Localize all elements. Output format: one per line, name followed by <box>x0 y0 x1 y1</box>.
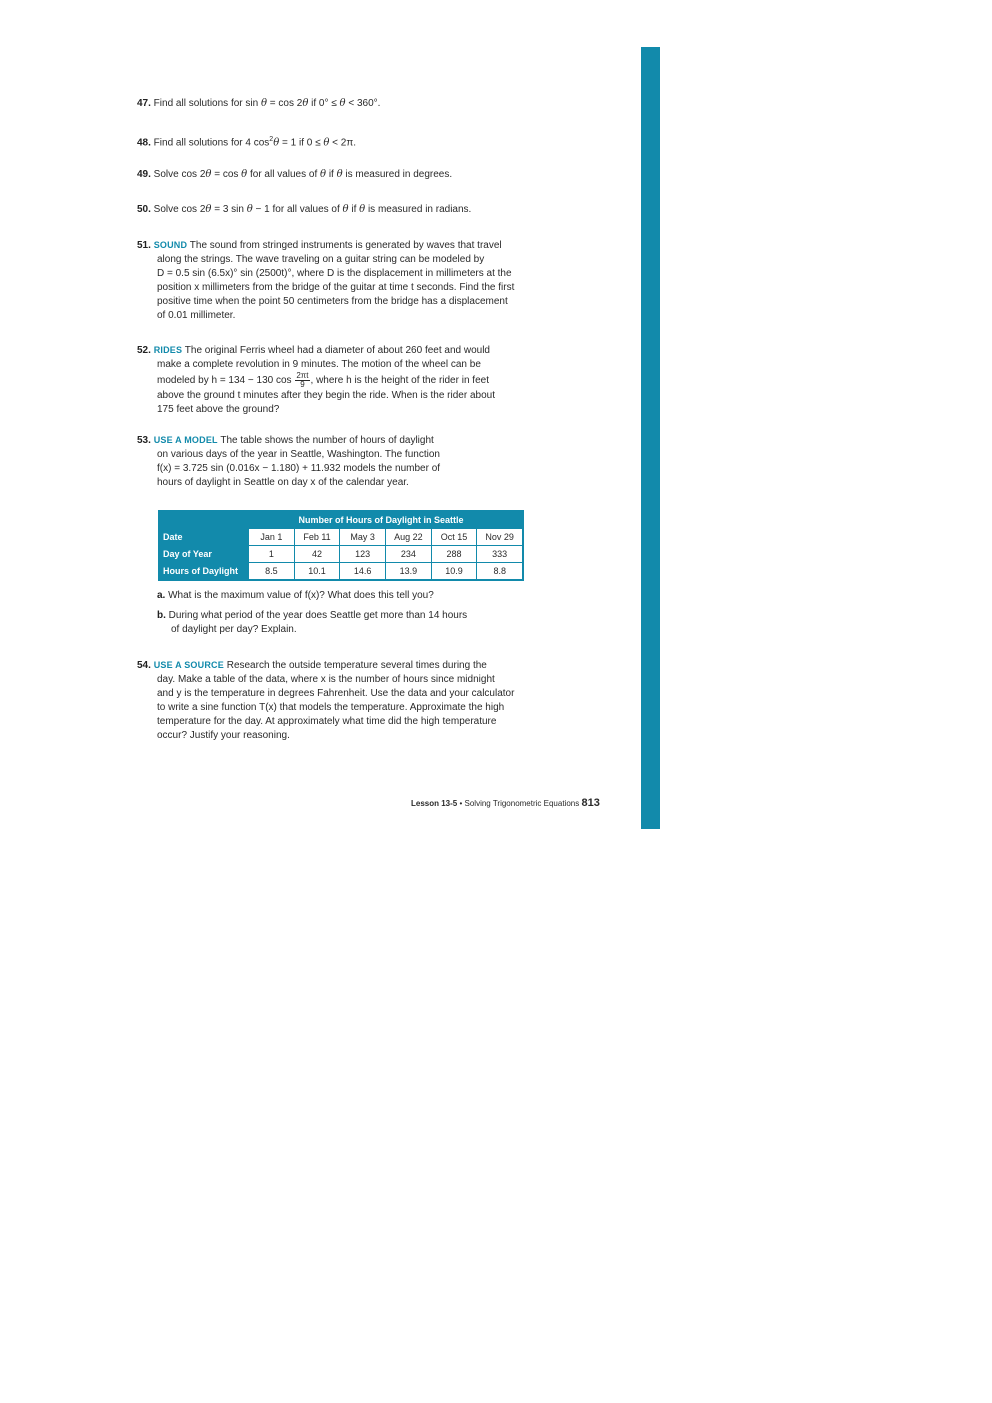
topic-tag: USE A MODEL <box>153 435 218 445</box>
theta: θ <box>241 169 248 180</box>
text: < 360°. <box>345 98 381 109</box>
table-cell: Nov 29 <box>476 529 522 545</box>
problem-49 <box>137 168 557 182</box>
lesson-number: Lesson 13-5 <box>411 799 458 808</box>
text: Solve cos 2 <box>150 204 206 215</box>
text-line: and y is the temperature in degrees Fahrenheit. Use the data and your calculator <box>157 688 515 699</box>
theta: θ <box>205 169 212 180</box>
text-line: hours of daylight in Seattle on day x of the calendar year. <box>157 477 409 488</box>
table-cell: 234 <box>385 546 431 562</box>
text: Research the outside temperature several times during the <box>223 660 487 671</box>
text: = cos 2 <box>267 98 303 109</box>
page-number: 813 <box>581 797 600 809</box>
text: The sound from stringed instruments is generated by waves that travel <box>187 240 502 251</box>
text: modeled by h = 134 − 130 cos <box>157 375 295 387</box>
table-cell: Feb 11 <box>294 529 340 545</box>
text: = 1 if 0 ≤ <box>279 137 324 149</box>
theta: θ <box>342 204 349 215</box>
text-line: 175 feet above the ground? <box>157 404 280 415</box>
text: = cos <box>211 169 242 180</box>
theta: θ <box>302 98 309 109</box>
table-cell: Oct 15 <box>431 529 477 545</box>
table-cell: 13.9 <box>385 563 431 579</box>
theta: θ <box>323 137 330 149</box>
table-cell: 10.1 <box>294 563 340 579</box>
exponent: 2 <box>269 136 274 143</box>
problem-53 <box>137 433 557 490</box>
row-header: Hours of Daylight <box>160 563 248 579</box>
text: for all values of <box>247 169 321 180</box>
table-cell: 10.9 <box>431 563 477 579</box>
theta: θ <box>339 98 346 109</box>
table-cell: Aug 22 <box>385 529 431 545</box>
topic-tag: SOUND <box>153 240 188 250</box>
problem-50 <box>137 203 557 217</box>
theta: θ <box>320 169 327 180</box>
subquestion-label: a. <box>157 590 166 601</box>
table-cell: 1 <box>248 546 294 562</box>
table-cell: 8.5 <box>248 563 294 579</box>
problem-53a <box>157 589 537 603</box>
text-line: of 0.01 millimeter. <box>157 310 236 321</box>
text-line: position x millimeters from the bridge of the guitar at time t seconds. Find the first <box>157 282 515 293</box>
table-row-date <box>160 528 522 545</box>
table-cell: Jan 1 <box>248 529 294 545</box>
text-line: occur? Justify your reasoning. <box>157 730 290 741</box>
table-title: Number of Hours of Daylight in Seattle <box>160 512 522 528</box>
text: is measured in degrees. <box>342 169 453 180</box>
text-line: day. Make a table of the data, where x is the number of hours since midnight <box>157 674 495 685</box>
text: = 3 sin <box>211 204 247 215</box>
text: − 1 for all values of <box>252 204 343 215</box>
fraction-denominator: 9 <box>300 380 305 389</box>
problem-54 <box>137 658 557 743</box>
fraction <box>295 372 309 389</box>
text: Solve cos 2 <box>150 169 206 180</box>
problem-number: 47. <box>137 98 151 109</box>
text: if 0° ≤ <box>308 98 340 109</box>
text-line: on various days of the year in Seattle, Washington. The function <box>157 449 440 460</box>
row-header: Day of Year <box>160 546 248 562</box>
text: The table shows the number of hours of daylight <box>217 435 434 446</box>
problem-48 <box>137 133 557 150</box>
problem-52 <box>137 343 557 417</box>
table-cell: 8.8 <box>476 563 522 579</box>
text: The original Ferris wheel had a diameter of about 260 feet and would <box>182 345 490 356</box>
text-line: temperature for the day. At approximately what time did the high temperature <box>157 716 497 727</box>
row-header: Date <box>160 529 248 545</box>
theta: θ <box>260 98 267 109</box>
text-line: of daylight per day? Explain. <box>171 624 297 635</box>
lesson-title: Solving Trigonometric Equations <box>464 799 580 808</box>
problem-number: 52. <box>137 345 151 356</box>
text-line-with-fraction <box>157 372 557 389</box>
text: , where h is the height of the rider in feet <box>310 375 489 387</box>
text: What is the maximum value of f(x)? What does this tell you? <box>165 590 434 601</box>
text-line: to write a sine function T(x) that models the temperature. Approximate the high <box>157 702 505 713</box>
problem-51 <box>137 238 557 323</box>
text-line: above the ground t minutes after they begin the ride. When is the rider about <box>157 390 495 401</box>
page-footer <box>411 796 600 811</box>
table-cell: 333 <box>476 546 522 562</box>
topic-tag: USE A SOURCE <box>153 660 224 670</box>
problem-number: 49. <box>137 169 151 180</box>
topic-tag: RIDES <box>153 345 183 355</box>
text: if <box>326 169 337 180</box>
text-line: along the strings. The wave traveling on a guitar string can be modeled by <box>157 254 485 265</box>
problem-number: 51. <box>137 240 151 251</box>
theta: θ <box>246 204 253 215</box>
daylight-table <box>158 510 524 581</box>
table-cell: 123 <box>339 546 385 562</box>
page-edge-color-bar <box>641 47 660 829</box>
table-row-hours-of-daylight <box>160 562 522 579</box>
text: Find all solutions for 4 cos <box>150 137 270 149</box>
text-line: f(x) = 3.725 sin (0.016x − 1.180) + 11.932 models the number of <box>157 463 441 474</box>
problem-number: 53. <box>137 435 151 446</box>
problem-number: 50. <box>137 204 151 215</box>
table-cell: 288 <box>431 546 477 562</box>
text: is measured in radians. <box>365 204 472 215</box>
theta: θ <box>205 204 212 215</box>
theta: θ <box>336 169 343 180</box>
table-cell: 14.6 <box>339 563 385 579</box>
text-line: positive time when the point 50 centimeters from the bridge has a displacement <box>157 296 508 307</box>
text: < 2π. <box>329 137 357 149</box>
problem-47 <box>137 97 557 111</box>
text-line: D = 0.5 sin (6.5x)° sin (2500t)°, where D is the displacement in millimeters at the <box>157 268 512 279</box>
text: During what period of the year does Seattle get more than 14 hours <box>165 610 468 621</box>
subquestion-label: b. <box>157 610 166 621</box>
theta: θ <box>359 204 366 215</box>
table-row-day-of-year <box>160 545 522 562</box>
text: Find all solutions for sin <box>150 98 261 109</box>
problem-number: 48. <box>137 137 151 149</box>
text-line: make a complete revolution in 9 minutes. The motion of the wheel can be <box>157 359 481 370</box>
fraction-numerator: 2πt <box>296 371 309 380</box>
footer-separator: • <box>457 799 465 808</box>
problem-number: 54. <box>137 660 151 671</box>
problem-53b <box>157 609 537 637</box>
text: if <box>348 204 360 215</box>
table-cell: May 3 <box>339 529 385 545</box>
theta: θ <box>273 137 280 149</box>
table-cell: 42 <box>294 546 340 562</box>
